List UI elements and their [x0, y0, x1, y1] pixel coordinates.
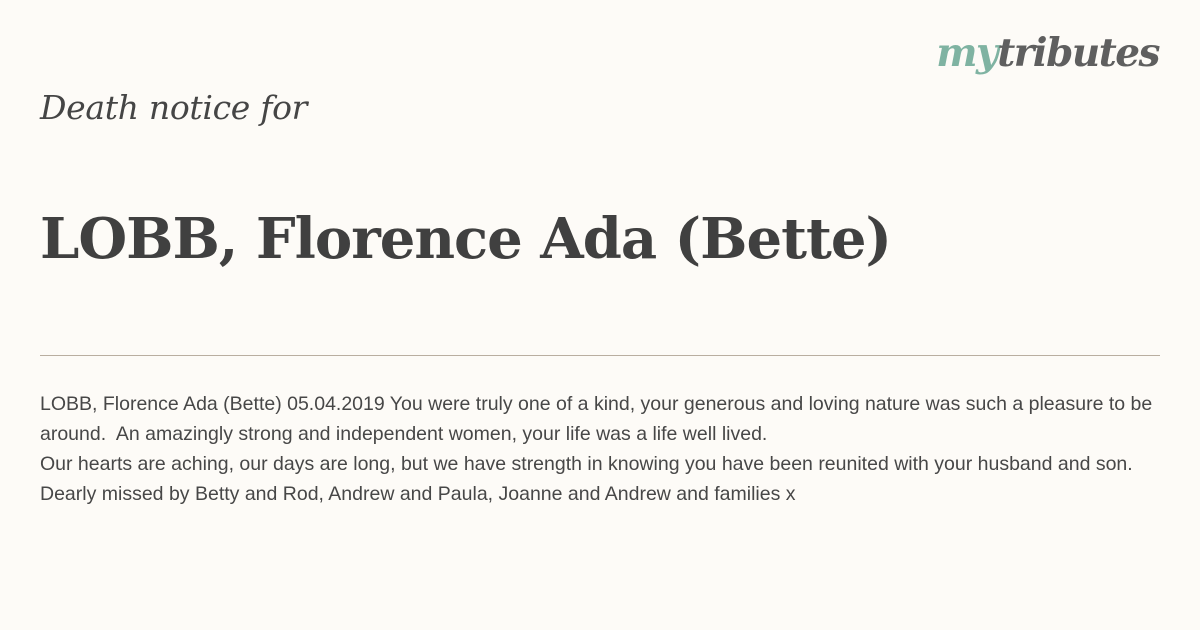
notice-text	[40, 389, 1160, 509]
deceased-name: LOBB, Florence Ada (Bette)	[40, 206, 891, 272]
notice-paragraph-1: LOBB, Florence Ada (Bette) 05.04.2019 You were truly one of a kind, your generous and loving nature was such a pleasure to be around. An amazingly strong and independent women, your life was a life well lived.	[40, 393, 1158, 445]
notice-type-heading: Death notice for	[40, 88, 308, 127]
mytributes-logo[interactable]	[936, 30, 1159, 76]
divider	[40, 355, 1160, 356]
notice-paragraph-2: Our hearts are aching, our days are long, but we have strength in knowing you have been reunited with your husband and son.	[40, 453, 1133, 475]
logo-my: my	[936, 30, 998, 76]
logo-tributes: tributes	[997, 30, 1159, 76]
notice-paragraph-3: Dearly missed by Betty and Rod, Andrew and Paula, Joanne and Andrew and families x	[40, 483, 796, 505]
